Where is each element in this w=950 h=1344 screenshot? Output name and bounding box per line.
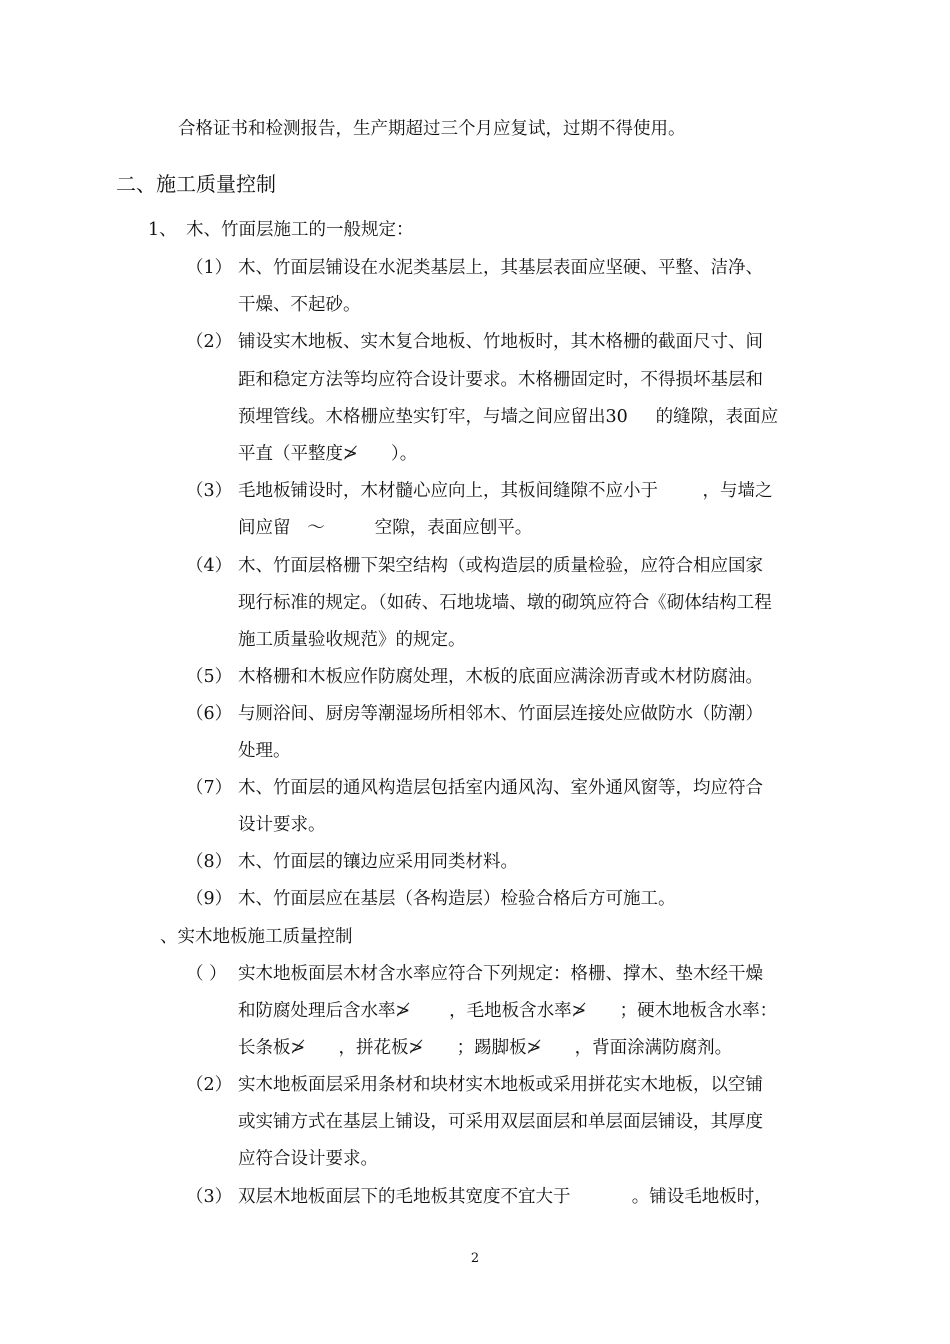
item-line: 木、竹面层的通风构造层包括室内通风沟、室外通风窗等，均应符合 — [238, 778, 763, 798]
item-number: （2） — [186, 1075, 233, 1095]
item-line: 木、竹面层的镶边应采用同类材料。 — [238, 852, 518, 872]
item-line: 长条板≯ ，拼花板≯ ；踢脚板≯ ，背面涂满防腐剂。 — [238, 1038, 733, 1058]
item-line: 施工质量验收规范》的规定。 — [238, 630, 466, 650]
sub2-title: 、实木地板施工质量控制 — [160, 927, 353, 947]
item-line: 实木地板面层采用条材和块材实木地板或采用拼花实木地板，以空铺 — [238, 1075, 763, 1095]
item-number: （5） — [186, 667, 233, 687]
item-line: 预埋管线。木格栅应垫实钉牢，与墙之间应留出30 的缝隙，表面应 — [238, 407, 779, 427]
sub1-title: 木、竹面层施工的一般规定： — [186, 220, 414, 240]
item-line: 双层木地板面层下的毛地板其宽度不宜大于 。铺设毛地板时， — [238, 1187, 772, 1207]
item-number: （ ） — [186, 964, 227, 984]
item-number: （3） — [186, 1187, 233, 1207]
page-number: 2 — [470, 1251, 480, 1266]
item-line: 木、竹面层应在基层（各构造层）检验合格后方可施工。 — [238, 889, 676, 909]
item-line: 毛地板铺设时，木材髓心应向上，其板间缝隙不应小于 ，与墙之 — [238, 481, 773, 501]
item-line: 平直（平整度≯ ）。 — [238, 444, 418, 464]
item-number: （2） — [186, 332, 233, 352]
item-line: 间应留 ～ 空隙，表面应刨平。 — [238, 518, 533, 538]
item-line: 木、竹面层铺设在水泥类基层上，其基层表面应坚硬、平整、洁净、 — [238, 258, 763, 278]
item-number: （1） — [186, 258, 233, 278]
intro-line: 合格证书和检测报告，生产期超过三个月应复试，过期不得使用。 — [178, 119, 686, 139]
item-number: （3） — [186, 481, 233, 501]
item-line: 设计要求。 — [238, 815, 326, 835]
item-line: 处理。 — [238, 741, 291, 761]
item-line: 和防腐处理后含水率≯ ，毛地板含水率≯ ；硬木地板含水率： — [238, 1001, 778, 1021]
item-number: （7） — [186, 778, 233, 798]
item-number: （4） — [186, 556, 233, 576]
section-title: 二、施工质量控制 — [116, 172, 276, 196]
item-line: 与厕浴间、厨房等潮湿场所相邻木、竹面层连接处应做防水（防潮） — [238, 704, 763, 724]
item-line: 或实铺方式在基层上铺设，可采用双层面层和单层面层铺设，其厚度 — [238, 1112, 763, 1132]
item-number: （6） — [186, 704, 233, 724]
item-line: 应符合设计要求。 — [238, 1149, 378, 1169]
item-line: 距和稳定方法等均应符合设计要求。木格栅固定时，不得损坏基层和 — [238, 370, 763, 390]
item-number: （9） — [186, 889, 233, 909]
item-line: 木格栅和木板应作防腐处理，木板的底面应满涂沥青或木材防腐油。 — [238, 667, 763, 687]
item-line: 现行标准的规定。（如砖、石地垅墙、墩的砌筑应符合《砌体结构工程 — [238, 593, 772, 613]
item-line: 铺设实木地板、实木复合地板、竹地板时，其木格栅的截面尺寸、间 — [238, 332, 763, 352]
item-line: 木、竹面层格栅下架空结构（或构造层的质量检验，应符合相应国家 — [238, 556, 763, 576]
item-line: 干燥、不起砂。 — [238, 295, 361, 315]
item-line: 实木地板面层木材含水率应符合下列规定：格栅、撑木、垫木经干燥 — [238, 964, 763, 984]
item-number: （8） — [186, 852, 233, 872]
sub1-number: 1、 — [148, 220, 177, 240]
